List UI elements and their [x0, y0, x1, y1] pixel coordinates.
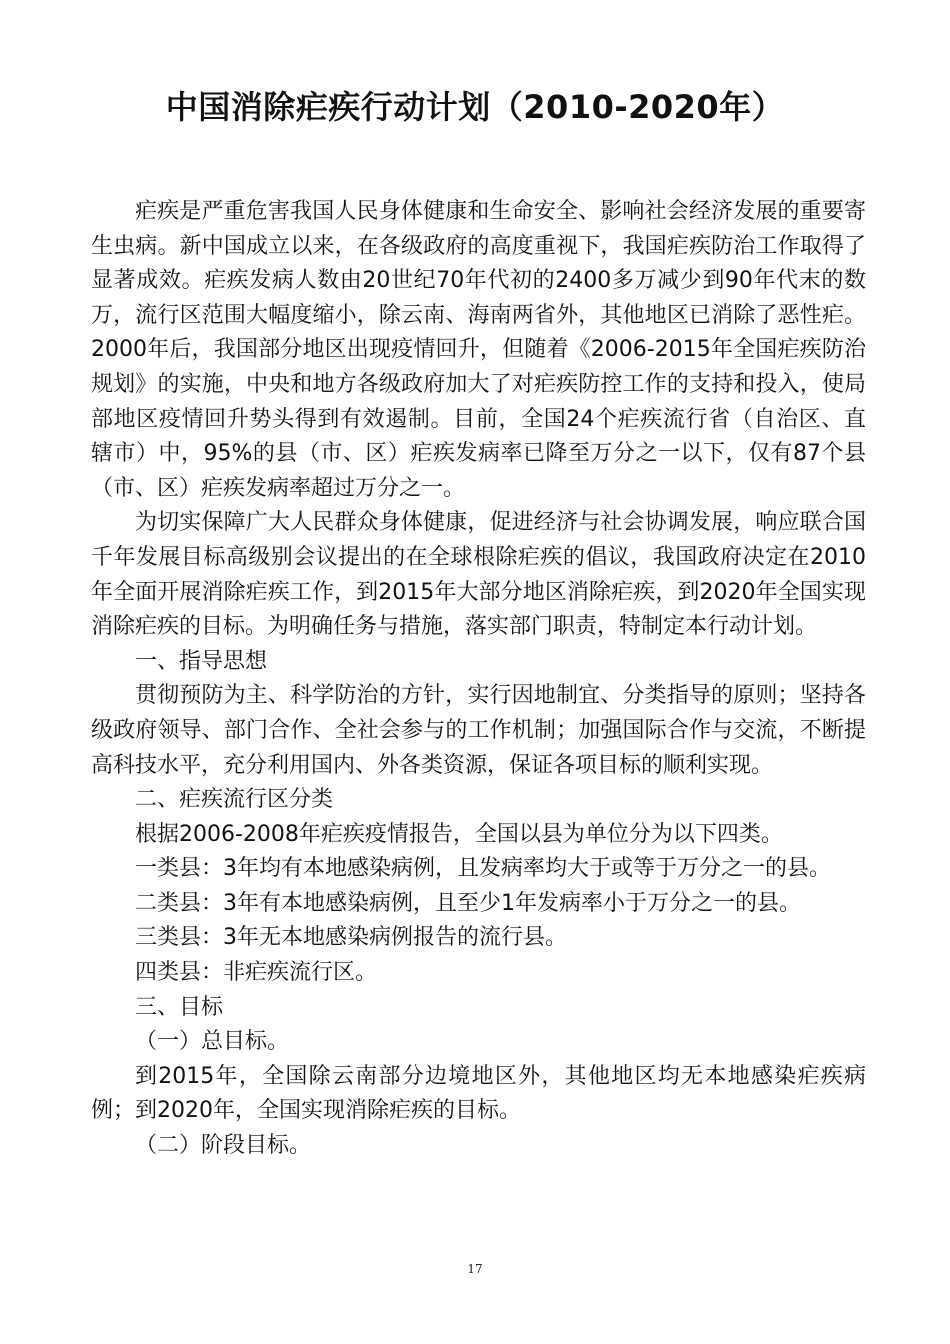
subheading-overall-goal: （一）总目标。	[135, 1029, 290, 1055]
purpose-paragraph: 为切实保障广大人民群众身体健康，促进经济与社会协调发展，响应联合国千年发展目标高级别会议提出的在全球根除疟疾的倡议，我国政府决定在2010年全面开展消除疟疾工作，到2015年大部分地区消除疟疾，到2020年全国实现消除疟疾的目标。为明确任务与措施，落实部门职责，特制定本行动计划。	[91, 510, 866, 640]
document-body	[91, 195, 866, 1164]
classification-basis-paragraph: 根据2006-2008年疟疾疫情报告，全国以县为单位分为以下四类。	[135, 821, 783, 847]
subheading-stage-goals: （二）阶段目标。	[135, 1133, 312, 1159]
document-title: 中国消除疟疾行动计划（2010-2020年）	[165, 88, 785, 126]
class-one-county: 一类县：3年均有本地感染病例，且发病率均大于或等于万分之一的县。	[135, 856, 831, 882]
section-heading-goals: 三、目标	[135, 994, 224, 1020]
class-two-county: 二类县：3年有本地感染病例，且至少1年发病率小于万分之一的县。	[135, 890, 801, 916]
overall-goal-paragraph: 到2015年，全国除云南部分边境地区外，其他地区均无本地感染疟疾病例；到2020年，全国实现消除疟疾的目标。	[91, 1063, 866, 1124]
section-heading-guiding-ideology: 一、指导思想	[135, 648, 268, 674]
class-three-county: 三类县：3年无本地感染病例报告的流行县。	[135, 925, 567, 951]
guiding-ideology-paragraph: 贯彻预防为主、科学防治的方针，实行因地制宜、分类指导的原则；坚持各级政府领导、部门合作、全社会参与的工作机制；加强国际合作与交流，不断提高科技水平，充分利用国内、外各类资源，保证各项目标的顺利实现。	[91, 683, 866, 778]
section-heading-area-classification: 二、疟疾流行区分类	[135, 787, 334, 813]
page-number: 17	[467, 1262, 483, 1276]
class-four-county: 四类县：非疟疾流行区。	[135, 960, 378, 986]
intro-paragraph: 疟疾是严重危害我国人民身体健康和生命安全、影响社会经济发展的重要寄生虫病。新中国成立以来，在各级政府的高度重视下，我国疟疾防治工作取得了显著成效。疟疾发病人数由20世纪70年代初的2400多万减少到90年代末的数万，流行区范围大幅度缩小，除云南、海南两省外，其他地区已消除了恶性疟。2000年后，我国部分地区出现疫情回升，但随着《2006-2015年全国疟疾防治规划》的实施，中央和地方各级政府加大了对疟疾防控工作的支持和投入，使局部地区疫情回升势头得到有效遏制。目前，全国24个疟疾流行省（自治区、直辖市）中，95%的县（市、区）疟疾发病率已降至万分之一以下，仅有87个县（市、区）疟疾发病率超过万分之一。	[91, 199, 866, 501]
